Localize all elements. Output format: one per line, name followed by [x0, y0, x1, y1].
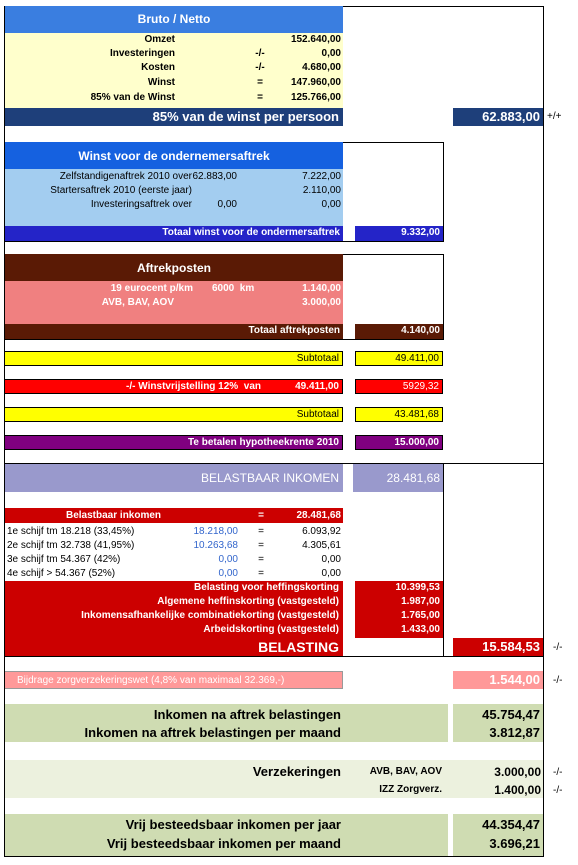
schijf-op: =	[258, 526, 264, 537]
vrij-maand-label: Vrij besteedsbaar inkomen per maand	[106, 836, 341, 851]
bruto-row-label: Omzet	[144, 34, 175, 45]
schijven-header-label: Belastbaar inkomen	[66, 510, 162, 521]
aftrek-row-mid: 6000 km	[212, 283, 255, 294]
korting-value: 1.765,00	[401, 610, 440, 621]
korting-label: Inkomensafhankelijke combinatiekorting (vastgesteld)	[81, 610, 339, 621]
hypotheek-label: Te betalen hypotheekrente 2010	[188, 437, 339, 448]
per-persoon-bar	[5, 108, 343, 126]
winst-header	[5, 142, 343, 169]
inkomen-jaar-value: 45.754,47	[482, 707, 540, 722]
bruto-row-op: -/-	[255, 48, 265, 59]
schijf-base: 0,00	[218, 568, 238, 579]
vrij-jaar-value: 44.354,47	[482, 817, 540, 832]
belastbaar-bar	[5, 464, 343, 492]
winstvrij-label: -/- Winstvrijstelling 12% van	[126, 381, 261, 392]
bruto-row-label: Winst	[147, 77, 175, 88]
schijven-header-value: 28.481,68	[296, 510, 341, 521]
bruto-row-op: -/-	[255, 62, 265, 73]
subtotaal1-value: 49.411,00	[395, 353, 439, 364]
verzekering-name: AVB, BAV, AOV	[369, 766, 442, 777]
aftrek-header-title: Aftrekposten	[136, 261, 211, 275]
zorg-bar	[5, 671, 343, 689]
aftrek-total-label: Totaal aftrekposten	[248, 325, 340, 336]
bruto-row-value: 4.680,00	[302, 62, 341, 73]
belasting-op: -/-	[553, 642, 563, 653]
korting-value: 10.399,53	[395, 582, 440, 593]
belasting-cell	[453, 638, 543, 656]
winst-row-value: 2.110,00	[302, 185, 341, 196]
winst-row-value: 0,00	[321, 199, 341, 210]
schijf-value: 6.093,92	[302, 526, 341, 537]
aftrek-total-bar	[5, 324, 343, 339]
winst-row-label: Investeringsaftrek over	[90, 199, 192, 210]
inkomen-maand-value: 3.812,87	[489, 725, 540, 740]
schijf-op: =	[258, 540, 264, 551]
aftrek-total-value: 4.140,00	[401, 325, 440, 336]
hypotheek-value: 15.000,00	[394, 437, 439, 448]
bruto-row-value: 0,00	[321, 48, 341, 59]
hypotheek-cell	[355, 435, 443, 450]
frame-right	[543, 6, 544, 857]
schijven-header-op: =	[258, 510, 264, 521]
verzekeringen-label: Verzekeringen	[252, 764, 341, 779]
winstvrij-base: 49.411,00	[295, 381, 339, 392]
winst-row-value: 7.222,00	[302, 171, 341, 182]
per-persoon-label: 85% van de winst per persoon	[152, 109, 339, 124]
winst-total-value: 9.332,00	[401, 227, 440, 238]
belasting-bar	[5, 638, 343, 656]
winst-row-label: Zelfstandigenaftrek 2010 over	[59, 171, 192, 182]
korting-label: Arbeidskorting (vastgesteld)	[203, 624, 339, 635]
belastbaar-value: 28.481,68	[386, 471, 440, 485]
schijf-base: 18.218,00	[193, 526, 238, 537]
subtotaal1-cell	[355, 351, 443, 366]
bruto-row-label: 85% van de Winst	[90, 92, 175, 103]
belastbaar-label: BELASTBAAR INKOMEN	[200, 471, 339, 485]
winst-total-label: Totaal winst voor de ondermersaftrek	[162, 227, 340, 238]
korting-value: 1.433,00	[401, 624, 440, 635]
per-persoon-op: +/+	[547, 111, 562, 122]
bruto-header	[5, 6, 343, 33]
inkomen-maand-label: Inkomen na aftrek belastingen per maand	[84, 725, 341, 740]
bruto-row-label: Kosten	[141, 62, 175, 73]
frame-bottom	[4, 856, 544, 857]
winstvrij-bar	[5, 379, 343, 394]
zorg-label: Bijdrage zorgverzekeringswet (4,8% van maximaal 32.369,-)	[17, 675, 285, 686]
verzekering-name: IZZ Zorgverz.	[379, 784, 442, 795]
belasting-label: BELASTING	[258, 639, 339, 655]
schijven-header	[5, 508, 343, 523]
zorg-value: 1.544,00	[489, 672, 540, 687]
bruto-row-op: =	[257, 77, 263, 88]
per-persoon-value-cell	[453, 108, 543, 126]
bruto-row-value: 152.640,00	[290, 34, 341, 45]
bruto-row-label: Investeringen	[109, 48, 175, 59]
zorg-cell	[453, 671, 543, 689]
belastbaar-divider	[443, 464, 444, 656]
schijf-label: 2e schijf tm 32.738 (41,95%)	[7, 540, 135, 551]
winst-row-base: 0,00	[217, 199, 237, 210]
schijf-label: 3e schijf tm 54.367 (42%)	[7, 554, 121, 565]
hypotheek-bar	[5, 435, 343, 450]
schijf-value: 0,00	[321, 554, 341, 565]
verzekering-value: 1.400,00	[494, 783, 541, 797]
bruto-row-value: 125.766,00	[290, 92, 341, 103]
verzekering-op: -/-	[553, 767, 563, 778]
winst-header-title: Winst voor de ondernemersaftrek	[78, 149, 270, 163]
subtotaal2-bar	[5, 407, 343, 422]
winst-row-label: Startersaftrek 2010 (eerste jaar)	[50, 185, 192, 196]
schijf-value: 4.305,61	[302, 540, 341, 551]
winst-row-base: 62.883,00	[192, 171, 237, 182]
subtotaal2-cell	[355, 407, 443, 422]
subtotaal1-label: Subtotaal	[296, 353, 339, 364]
verzekering-op: -/-	[553, 785, 563, 796]
aftrek-header	[5, 254, 343, 281]
zorg-op: -/-	[553, 675, 563, 686]
schijf-label: 4e schijf > 54.367 (52%)	[7, 568, 116, 579]
winstvrij-value: 5929,32	[402, 381, 439, 392]
bruto-header-title: Bruto / Netto	[137, 12, 211, 26]
winst-total-cell	[355, 226, 443, 241]
verzekering-value: 3.000,00	[494, 765, 541, 779]
belastbaar-bottom	[5, 656, 543, 657]
schijf-op: =	[258, 568, 264, 579]
korting-value: 1.987,00	[401, 596, 440, 607]
belasting-value: 15.584,53	[482, 639, 540, 654]
aftrek-row-value: 1.140,00	[302, 283, 341, 294]
korting-label: Belasting voor heffingskorting	[193, 582, 339, 593]
vrij-jaar-label: Vrij besteedsbaar inkomen per jaar	[125, 817, 341, 832]
aftrek-row-label: AVB, BAV, AOV	[101, 297, 174, 308]
vrij-maand-value: 3.696,21	[489, 836, 540, 851]
subtotaal2-label: Subtotaal	[296, 409, 339, 420]
belastbaar-cell	[353, 464, 443, 492]
bruto-row-op: =	[257, 92, 263, 103]
subtotaal1-bar	[5, 351, 343, 366]
schijf-label: 1e schijf tm 18.218 (33,45%)	[7, 526, 135, 537]
subtotaal2-value: 43.481,68	[394, 409, 439, 420]
schijf-op: =	[258, 554, 264, 565]
winstvrij-cell	[355, 379, 443, 394]
schijf-base: 10.263,68	[193, 540, 238, 551]
aftrek-row-label: 19 eurocent p/km	[110, 283, 193, 294]
aftrek-total-cell	[355, 324, 443, 339]
per-persoon-value: 62.883,00	[482, 109, 540, 124]
schijf-base: 0,00	[218, 554, 238, 565]
inkomen-jaar-label: Inkomen na aftrek belastingen	[153, 707, 341, 722]
aftrek-row-value: 3.000,00	[302, 297, 341, 308]
winst-total-bar	[5, 226, 343, 241]
schijf-value: 0,00	[321, 568, 341, 579]
bruto-row-value: 147.960,00	[290, 77, 341, 88]
korting-label: Algemene heffinskorting (vastgesteld)	[157, 596, 339, 607]
